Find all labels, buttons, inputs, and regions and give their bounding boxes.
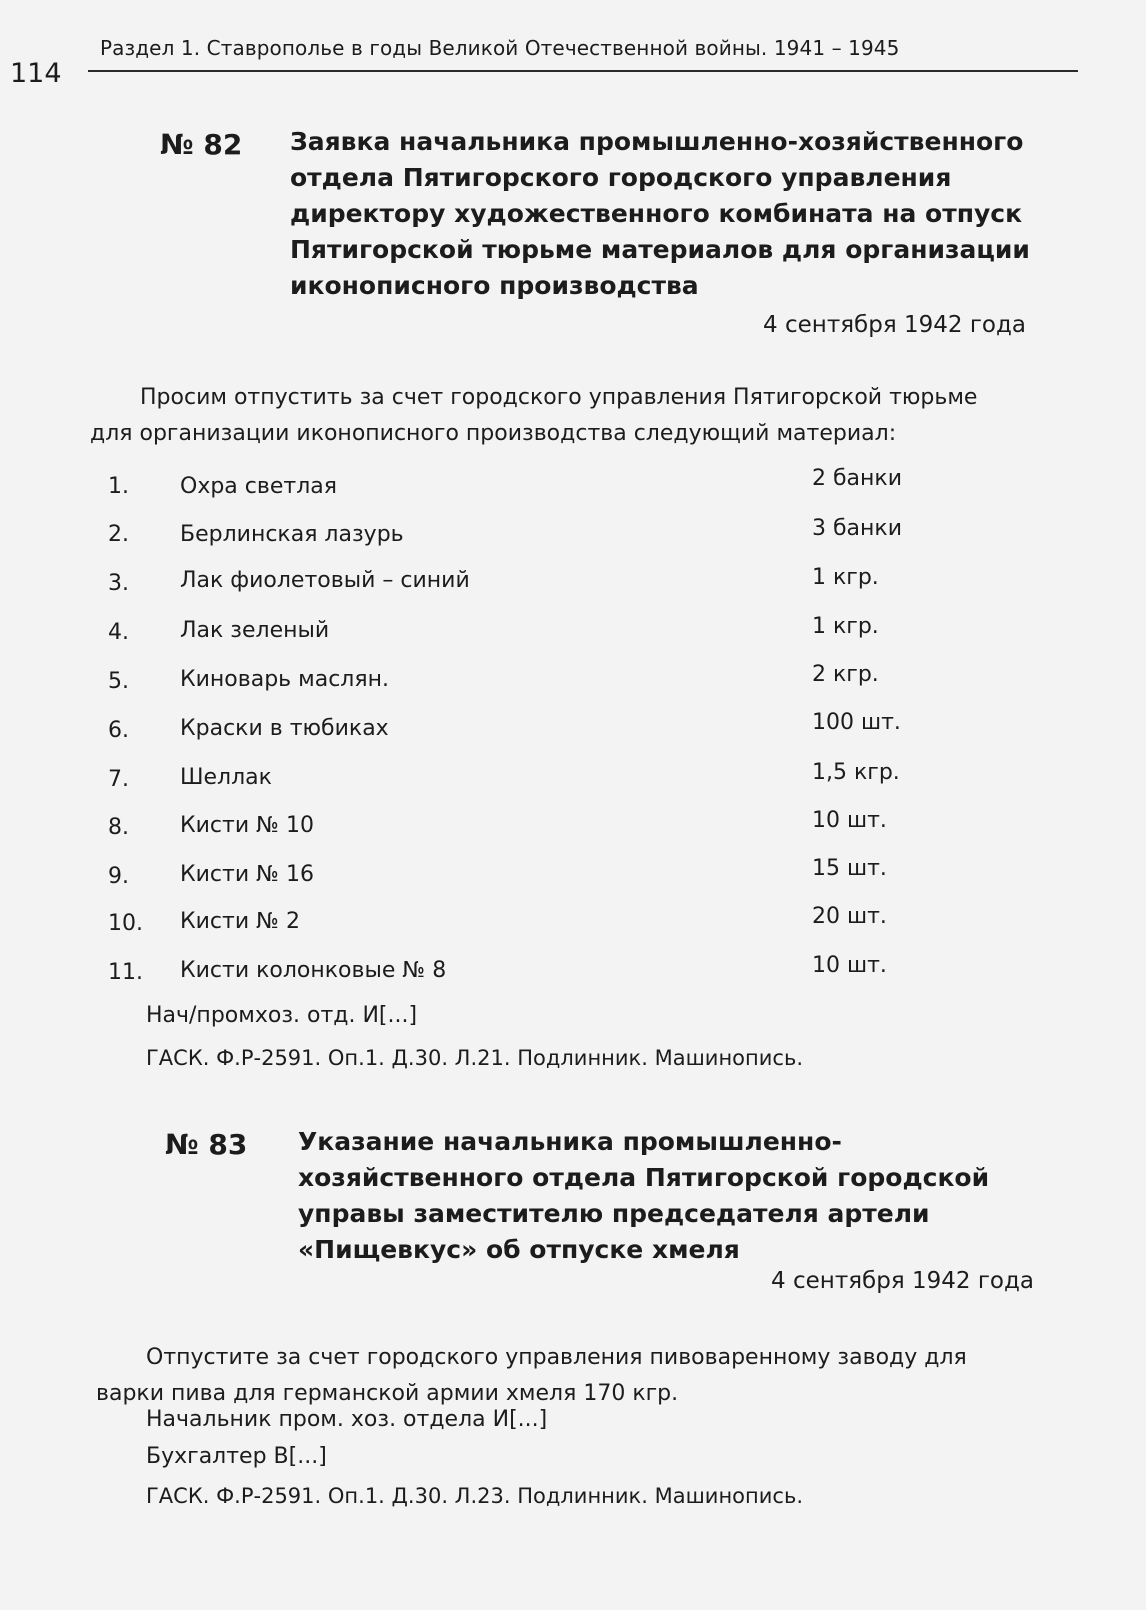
doc-83-title-line: хозяйственного отдела Пятигорской городской (298, 1163, 990, 1192)
item-name: Краски в тюбиках (180, 716, 389, 741)
item-quantity: 15 шт. (812, 856, 887, 881)
item-number: 1. (108, 474, 129, 499)
item-quantity: 1 кгр. (812, 565, 879, 590)
item-name: Киноварь маслян. (180, 667, 389, 692)
doc-83-title-line: «Пищевкус» об отпуске хмеля (298, 1235, 740, 1264)
item-number: 6. (108, 718, 129, 743)
item-number: 7. (108, 767, 129, 792)
item-quantity: 3 банки (812, 516, 903, 541)
item-quantity: 2 кгр. (812, 662, 879, 687)
item-number: 3. (108, 571, 129, 596)
doc-83-source: ГАСК. Ф.Р-2591. Оп.1. Д.30. Л.23. Подлинник. Машинопись. (146, 1484, 803, 1508)
doc-83-body-line: Отпустите за счет городского управления пивоваренному заводу для (146, 1345, 967, 1370)
doc-82-title-line: Пятигорской тюрьме материалов для организации (290, 235, 1030, 264)
doc-82-title-line: иконописного производства (290, 271, 699, 300)
item-number: 5. (108, 669, 129, 694)
doc-83-signature-head: Начальник пром. хоз. отдела И[...] (146, 1407, 548, 1432)
item-name: Лак фиолетовый – синий (180, 568, 470, 593)
item-name: Кисти № 2 (180, 909, 300, 934)
item-name: Кисти колонковые № 8 (180, 958, 447, 983)
doc-82-date: 4 сентября 1942 года (763, 312, 1026, 338)
item-name: Шеллак (180, 765, 272, 790)
page-number: 114 (10, 58, 62, 89)
item-number: 2. (108, 522, 129, 547)
doc-82-title-line: отдела Пятигорского городского управления (290, 163, 952, 192)
item-quantity: 2 банки (812, 466, 903, 491)
running-header: Раздел 1. Ставрополье в годы Великой Отечественной войны. 1941 – 1945 (100, 36, 900, 60)
doc-83-title-line: Указание начальника промышленно- (298, 1127, 842, 1156)
item-name: Кисти № 16 (180, 862, 314, 887)
doc-83-body-line: варки пива для германской армии хмеля 170 кгр. (96, 1381, 679, 1406)
doc-83-signature-accountant: Бухгалтер В[...] (146, 1444, 327, 1469)
item-number: 11. (108, 960, 143, 985)
doc-82-number: № 82 (160, 128, 243, 161)
doc-83-number: № 83 (165, 1128, 248, 1161)
doc-82-title-line: Заявка начальника промышленно-хозяйственного (290, 127, 1024, 156)
item-quantity: 10 шт. (812, 953, 887, 978)
item-quantity: 1 кгр. (812, 614, 879, 639)
item-quantity: 20 шт. (812, 904, 887, 929)
item-quantity: 10 шт. (812, 808, 887, 833)
item-name: Берлинская лазурь (180, 522, 404, 547)
doc-82-body-line: Просим отпустить за счет городского управления Пятигорской тюрьме (140, 385, 978, 410)
doc-82-body-line: для организации иконописного производства следующий материал: (90, 421, 897, 446)
doc-82-signature: Нач/промхоз. отд. И[...] (146, 1003, 418, 1028)
doc-82-body (90, 380, 1030, 452)
doc-83-title-line: управы заместителю председателя артели (298, 1199, 930, 1228)
doc-82-title-line: директору художественного комбината на отпуск (290, 199, 1023, 228)
doc-83-body (96, 1340, 1034, 1412)
item-number: 9. (108, 864, 129, 889)
item-number: 10. (108, 911, 143, 936)
doc-83-title (298, 1124, 989, 1268)
item-name: Кисти № 10 (180, 813, 314, 838)
item-name: Охра светлая (180, 474, 337, 499)
item-number: 8. (108, 815, 129, 840)
doc-82-source: ГАСК. Ф.Р-2591. Оп.1. Д.30. Л.21. Подлинник. Машинопись. (146, 1046, 803, 1070)
item-quantity: 100 шт. (812, 710, 901, 735)
item-quantity: 1,5 кгр. (812, 760, 900, 785)
doc-83-date: 4 сентября 1942 года (771, 1268, 1034, 1294)
header-rule (88, 70, 1078, 72)
item-number: 4. (108, 620, 129, 645)
item-name: Лак зеленый (180, 618, 330, 643)
doc-82-title (290, 124, 1030, 304)
